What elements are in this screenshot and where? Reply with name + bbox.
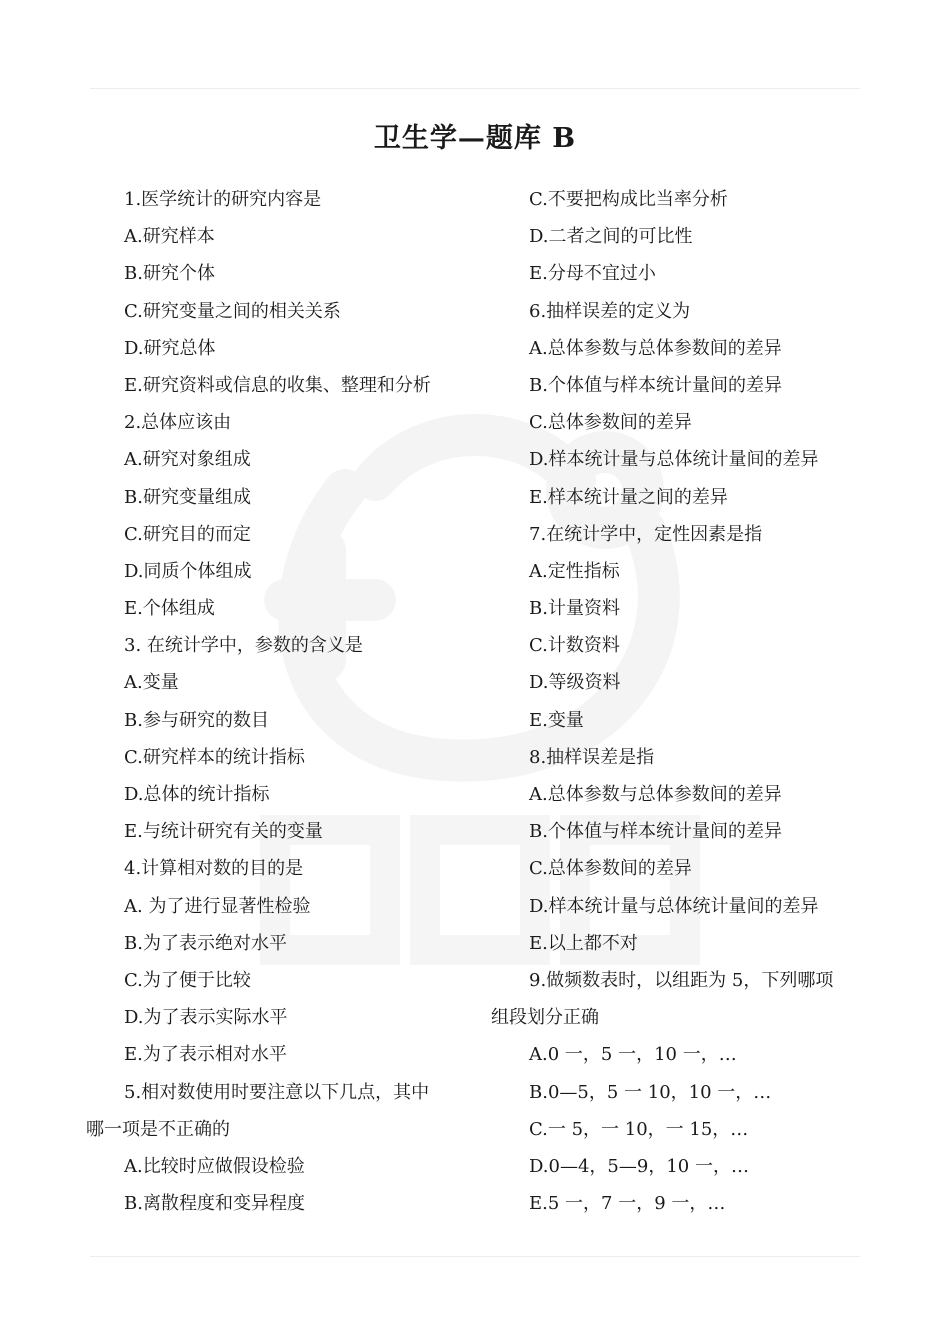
question-line: E.与统计研究有关的变量 <box>124 821 323 843</box>
question-line: A.研究对象组成 <box>124 449 251 471</box>
question-line: A.变量 <box>124 672 179 694</box>
question-line: A.定性指标 <box>529 560 620 582</box>
question-line: E.个体组成 <box>124 598 215 620</box>
question-line: B.个体值与样本统计量间的差异 <box>529 374 782 396</box>
question-line: E.变量 <box>529 709 584 731</box>
question-line: C.研究变量之间的相关关系 <box>124 300 341 322</box>
question-line: 2.总体应该由 <box>124 412 232 434</box>
question-line: E.为了表示相对水平 <box>124 1044 287 1066</box>
question-line: E.研究资料或信息的收集、整理和分析 <box>124 374 431 396</box>
question-line: 9.做频数表时，以组距为 5，下列哪项 <box>529 969 834 991</box>
question-line: A.研究样本 <box>124 226 215 248</box>
question-line: D.二者之间的可比性 <box>529 226 693 248</box>
question-line: C.计数资料 <box>529 635 620 657</box>
question-line: A.比较时应做假设检验 <box>124 1155 305 1177</box>
question-line: 7.在统计学中，定性因素是指 <box>529 523 763 545</box>
question-line: A.0 一，5 一，10 一，… <box>529 1044 737 1066</box>
question-line: E.5 一，7 一，9 一，… <box>529 1193 726 1215</box>
question-line: D.研究总体 <box>124 337 216 359</box>
question-line: A. 为了进行显著性检验 <box>124 895 311 917</box>
question-line: 3. 在统计学中，参数的含义是 <box>124 635 363 657</box>
header-rule <box>90 88 860 89</box>
question-line: 1.医学统计的研究内容是 <box>124 189 322 210</box>
question-line: B.0—5，5 一 10，10 一，… <box>529 1081 772 1103</box>
question-line: C.不要把构成比当率分析 <box>529 189 728 210</box>
question-line: B.参与研究的数目 <box>124 709 269 731</box>
question-line: C.一 5，一 10，一 15，… <box>529 1118 749 1140</box>
right-column <box>491 181 871 1222</box>
question-line: B.研究个体 <box>124 263 215 285</box>
question-line: C.研究样本的统计指标 <box>124 746 305 768</box>
question-line: D.总体的统计指标 <box>124 784 270 805</box>
question-line: 组段划分正确 <box>491 1007 599 1029</box>
question-line: D.同质个体组成 <box>124 560 252 582</box>
question-line: 8.抽样误差是指 <box>529 746 655 768</box>
question-line: B.个体值与样本统计量间的差异 <box>529 821 782 843</box>
footer-rule <box>90 1256 860 1257</box>
question-line: 4.计算相对数的目的是 <box>124 858 304 880</box>
question-line: E.样本统计量之间的差异 <box>529 486 728 508</box>
question-line: D.样本统计量与总体统计量间的差异 <box>529 449 819 471</box>
question-line: C.研究目的而定 <box>124 523 251 545</box>
question-line: D.等级资料 <box>529 672 621 694</box>
question-line: C.总体参数间的差异 <box>529 412 692 434</box>
question-line: 6.抽样误差的定义为 <box>529 300 691 322</box>
question-line: B.离散程度和变异程度 <box>124 1193 305 1215</box>
question-line: B.计量资料 <box>529 598 620 620</box>
left-column <box>86 181 466 1222</box>
question-line: 哪一项是不正确的 <box>86 1118 230 1140</box>
question-line: D.样本统计量与总体统计量间的差异 <box>529 895 819 917</box>
question-line: A.总体参数与总体参数间的差异 <box>529 337 782 359</box>
question-line: E.以上都不对 <box>529 932 638 954</box>
question-line: C.总体参数间的差异 <box>529 858 692 880</box>
question-line: B.研究变量组成 <box>124 486 251 508</box>
question-line: D.0—4，5—9，10 一，… <box>529 1155 749 1177</box>
question-line: C.为了便于比较 <box>124 969 251 991</box>
question-line: 5.相对数使用时要注意以下几点，其中 <box>124 1081 430 1103</box>
question-line: A.总体参数与总体参数间的差异 <box>529 784 782 805</box>
question-line: D.为了表示实际水平 <box>124 1007 288 1029</box>
question-line: E.分母不宜过小 <box>529 263 656 285</box>
page-title: 卫生学—题库 B <box>373 123 577 154</box>
question-line: B.为了表示绝对水平 <box>124 932 287 954</box>
